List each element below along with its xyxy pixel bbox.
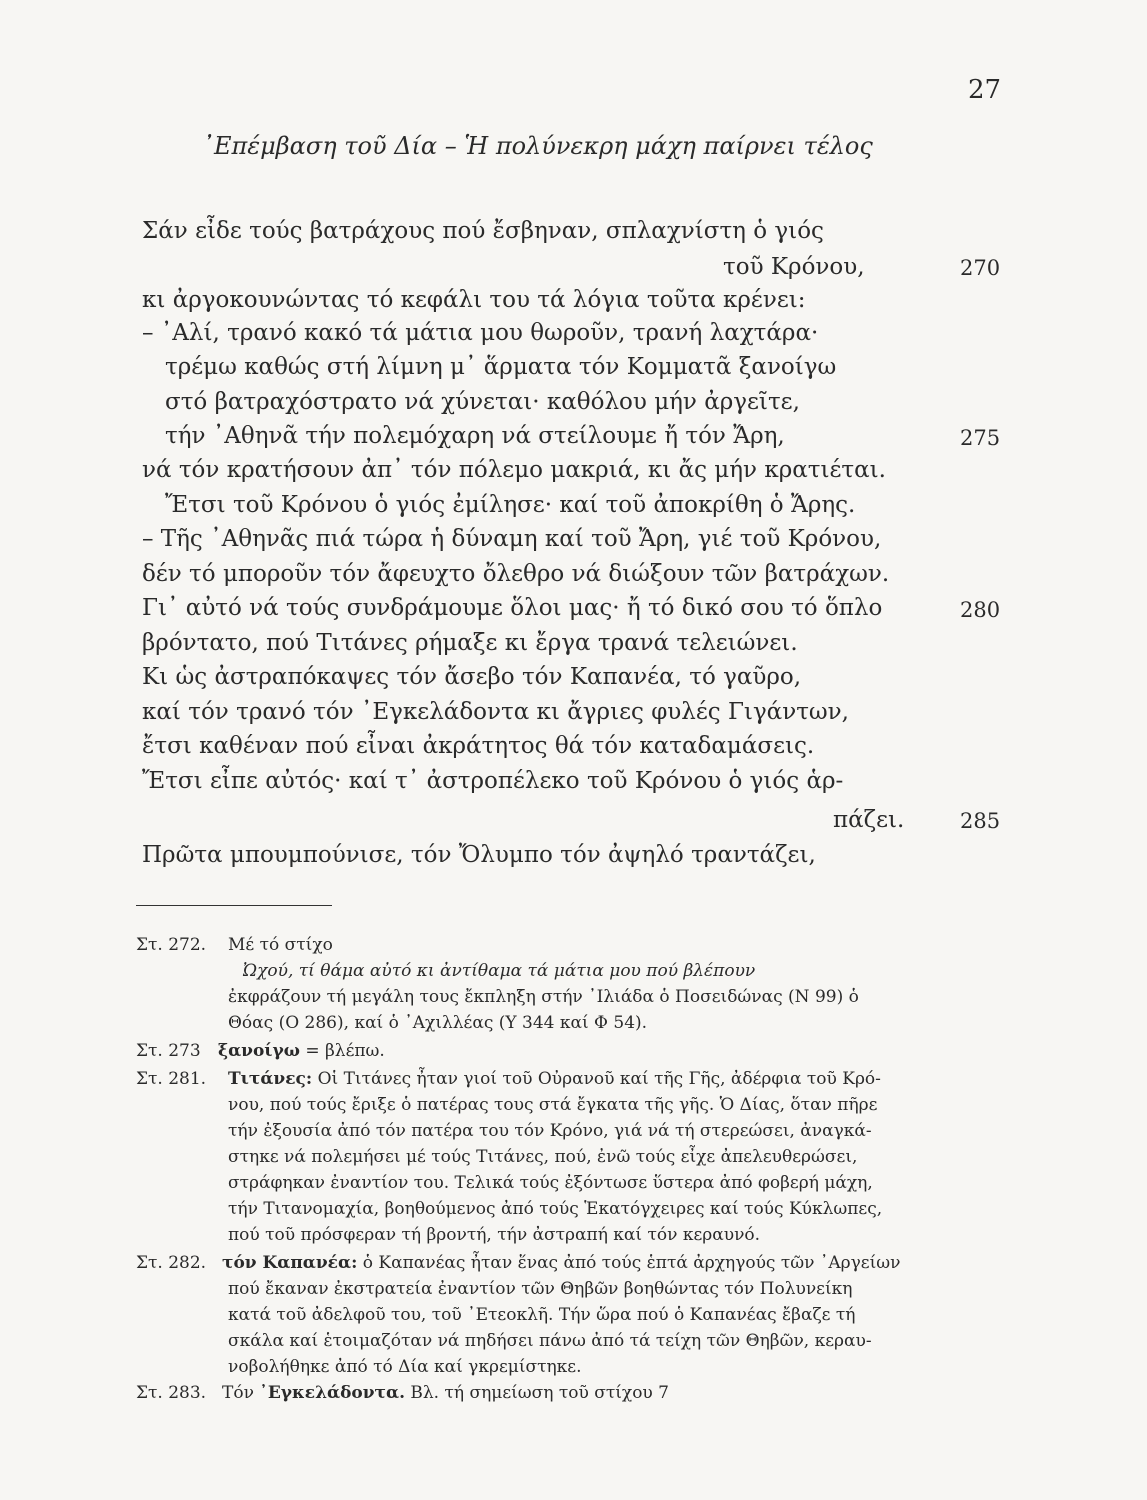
verse-line: κι ἀργοκουνώντας τό κεφάλι του τά λόγια τοῦτα κρένει:: [142, 287, 806, 313]
verse-line: πάζει.: [833, 807, 905, 833]
footnote-text: πού τοῦ πρόσφεραν τή βροντή, τήν ἀστραπή καί τόν κεραυνό.: [228, 1225, 761, 1245]
footnote-body: Οἱ Τιτάνες ἦταν γιοί τοῦ Οὐρανοῦ καί τῆς Γῆς, ἀδέρφια τοῦ Κρό-: [317, 1069, 881, 1089]
verse-line: καί τόν τρανό τόν ᾿Εγκελάδοντα κι ἄγριες φυλές Γιγάντων,: [142, 699, 849, 725]
verse-line: νά τόν κρατήσουν ἀπ᾿ τόν πόλεμο μακριά, κι ἄς μήν κρατιέται.: [142, 457, 886, 483]
footnote-body: = βλέπω.: [305, 1041, 385, 1061]
footnote-quote: [243, 958, 755, 984]
verse-line: Γι᾿ αὐτό νά τούς συνδράμουμε ὅλοι μας· ἤ τό δικό σου τό ὅπλο: [142, 595, 883, 621]
footnote-text: [222, 1380, 669, 1406]
verse-line: βρόντατο, πού Τιτάνες ρήμαξε κι ἔργα τρανά τελειώνει.: [142, 630, 798, 656]
footnote-ref: Στ. 273: [136, 1041, 201, 1061]
footnote-term: τόν Καπανέα:: [222, 1253, 358, 1273]
verse-line: ἔτσι καθέναν πού εἶναι ἀκράτητος θά τόν καταδαμάσεις.: [142, 733, 815, 759]
verse-line: στό βατραχόστρατο νά χύνεται· καθόλου μήν ἀργεῖτε,: [165, 389, 800, 415]
footnote-text: στράφηκαν ἐναντίον του. Τελικά τούς ἐξόντωσε ὕστερα ἀπό φοβερή μάχη,: [228, 1173, 873, 1193]
footnote-text: τήν Τιτανομαχία, βοηθούμενος ἀπό τούς Ἑκατόγχειρες καί τούς Κύκλωπες,: [228, 1199, 883, 1219]
quote-text: Ὠχού, τί θάμα αὐτό κι ἀντίθαμα τά μάτια μου πού βλέπουν: [243, 961, 756, 981]
footnote-ref: Στ. 281.: [136, 1069, 207, 1089]
verse-line: τήν ᾿Αθηνᾶ τήν πολεμόχαρη νά στείλουμε ἤ τόν Ἄρη,: [165, 423, 785, 449]
verse-line: τοῦ Κρόνου,: [723, 254, 865, 280]
footnote-text: νοβολήθηκε ἀπό τό Δία καί γκρεμίστηκε.: [228, 1357, 582, 1377]
verse-line: τρέμω καθώς στή λίμνη μ᾿ ἅρματα τόν Κομματᾶ ξανοίγω: [165, 354, 837, 380]
footnote-text: νου, πού τούς ἔριξε ὁ πατέρας τους στά ἔγκατα τῆς γῆς. Ὁ Δίας, ὅταν πῆρε: [228, 1095, 878, 1115]
footnote-text: [228, 1066, 881, 1092]
verse-line: Πρῶτα μπουμπούνισε, τόν Ὄλυμπο τόν ἀψηλό τραντάζει,: [142, 842, 816, 868]
footnote-term: ξανοίγω: [218, 1041, 300, 1061]
footnote-term: Τιτάνες:: [228, 1069, 313, 1089]
footnote-text: στηκε νά πολεμήσει μέ τούς Τιτάνες, πού, ἐνῶ τούς εἶχε ἀπελευθερώσει,: [228, 1147, 858, 1167]
footnote-text: κατά τοῦ ἀδελφοῦ του, τοῦ ᾿Ετεοκλῆ. Τήν ὥρα πού ὁ Καπανέας ἔβαζε τή: [228, 1305, 856, 1325]
footnote-text: ἐκφράζουν τή μεγάλη τους ἔκπληξη στήν ᾿Ιλιάδα ὁ Ποσειδώνας (Ν 99) ὁ: [228, 987, 859, 1007]
footnote-text: πού ἔκαναν ἐκστρατεία ἐναντίον τῶν Θηβῶν βοηθώντας τόν Πολυνείκη: [228, 1279, 853, 1299]
verse-line: Ἔτσι εἶπε αὐτός· καί τ᾿ ἀστροπέλεκο τοῦ Κρόνου ὁ γιός ἁρ-: [142, 768, 844, 794]
footnote-term: ᾿Εγκελάδοντα.: [259, 1383, 405, 1403]
line-number: 275: [960, 426, 1001, 450]
line-number: 270: [960, 256, 1001, 280]
footnote-text: Μέ τό στίχο: [228, 935, 333, 955]
footnote-rule: [136, 905, 332, 906]
verse-line: – Τῆς ᾿Αθηνᾶς πιά τώρα ἡ δύναμη καί τοῦ Ἄρη, γιέ τοῦ Κρόνου,: [142, 526, 882, 552]
footnote-body: ὁ Καπανέας ἦταν ἕνας ἀπό τούς ἑπτά ἀρχηγούς τῶν ᾿Αργείων: [362, 1253, 901, 1273]
footnote-body: Βλ. τή σημείωση τοῦ στίχου 7: [410, 1383, 669, 1403]
verse-line: δέν τό μποροῦν τόν ἄφευχτο ὄλεθρο νά διώξουν τῶν βατράχων.: [142, 561, 890, 587]
line-number: 280: [960, 598, 1001, 622]
footnote-ref: Στ. 272.: [136, 935, 207, 955]
line-number: 285: [960, 809, 1001, 833]
footnote-ref: Στ. 283.: [136, 1383, 207, 1403]
verse-line: Σάν εἶδε τούς βατράχους πού ἔσβηναν, σπλαχνίστη ὁ γιός: [142, 218, 824, 244]
footnote-text: [218, 1038, 385, 1064]
page-number: 27: [968, 75, 1002, 105]
footnote-ref: Στ. 282.: [136, 1253, 207, 1273]
footnote-text: τήν ἐξουσία ἀπό τόν πατέρα του τόν Κρόνο, γιά νά τή στερεώσει, ἀναγκά-: [228, 1121, 872, 1141]
verse-line: – ᾿Αλί, τρανό κακό τά μάτια μου θωροῦν, τρανή λαχτάρα·: [142, 320, 819, 346]
footnote-text: σκάλα καί ἑτοιμαζόταν νά πηδήσει πάνω ἀπό τά τείχη τῶν Θηβῶν, κεραυ-: [228, 1331, 872, 1351]
footnote-body: Τόν: [222, 1383, 254, 1403]
section-heading: ᾿Επέμβαση τοῦ Δία – Ἡ πολύνεκρη μάχη παίρνει τέλος: [202, 132, 873, 160]
verse-line: Κι ὡς ἀστραπόκαψες τόν ἄσεβο τόν Καπανέα, τό γαῦρο,: [142, 664, 802, 690]
footnote-text: [222, 1250, 900, 1276]
verse-line: Ἔτσι τοῦ Κρόνου ὁ γιός ἐμίλησε· καί τοῦ ἀποκρίθη ὁ Ἄρης.: [165, 492, 856, 518]
footnote-text: Θόας (Ο 286), καί ὁ ᾿Αχιλλέας (Υ 344 καί Φ 54).: [228, 1013, 648, 1033]
